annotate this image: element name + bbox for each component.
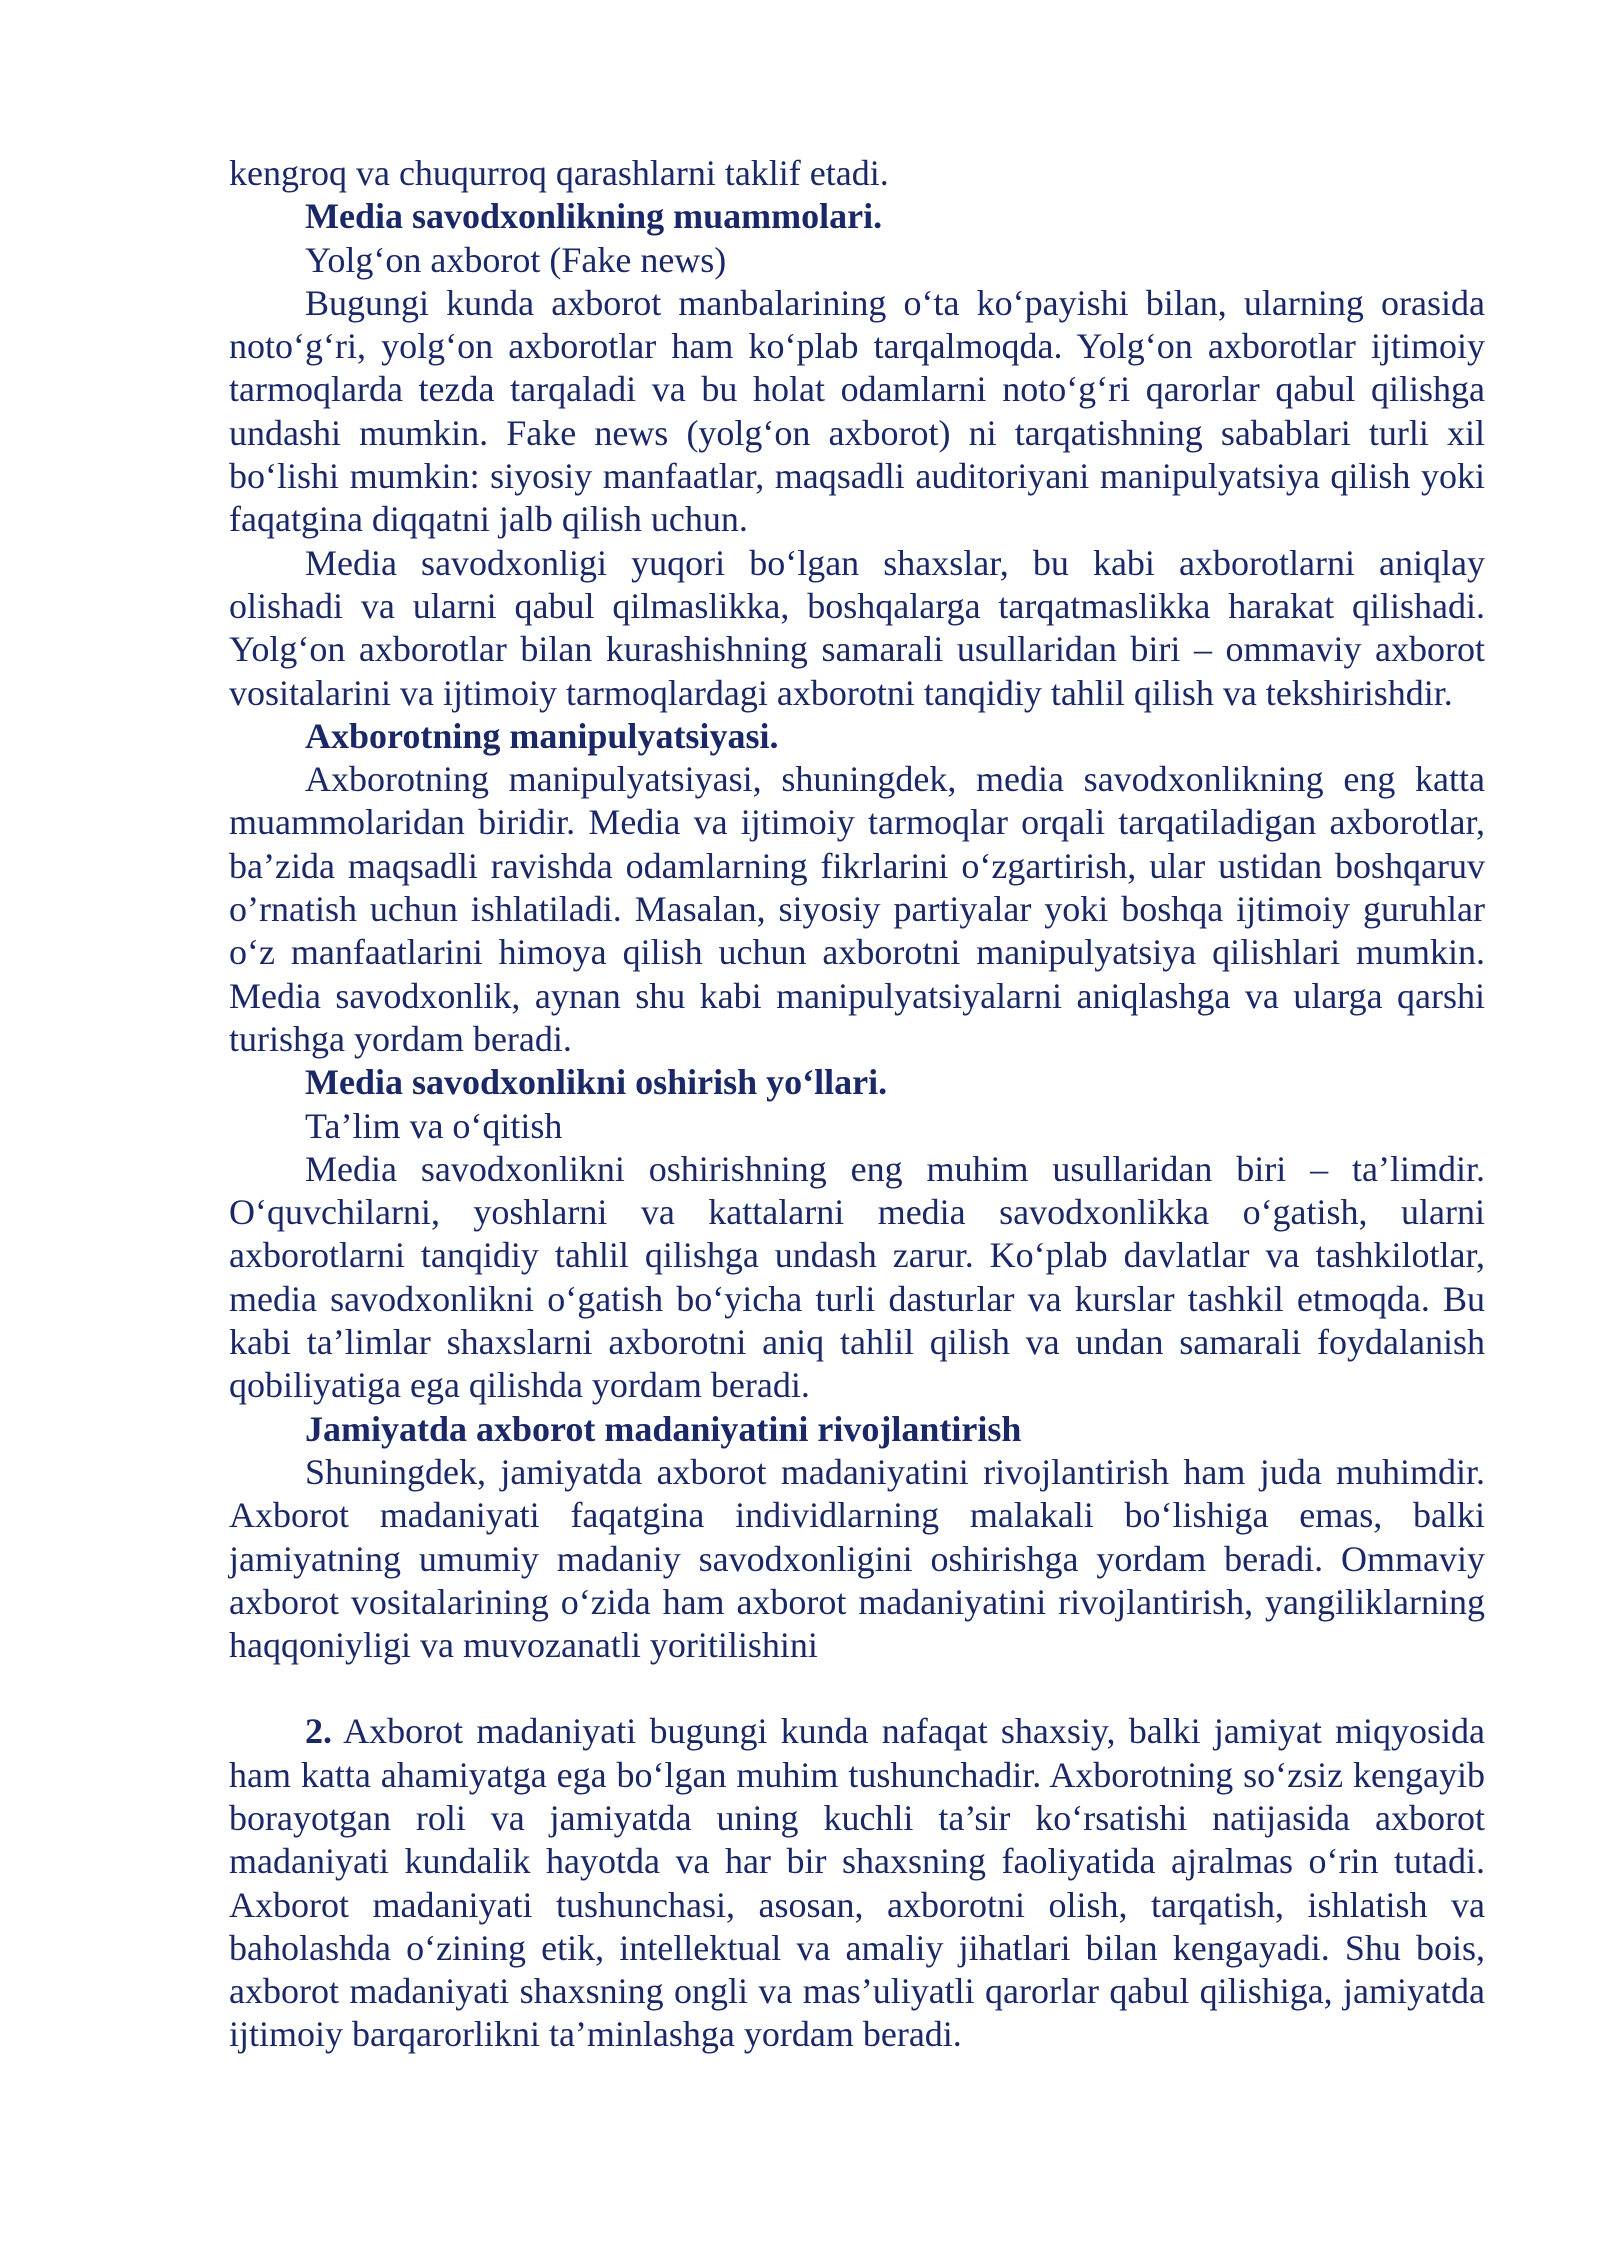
paragraph-fake-news: Bugungi kunda axborot manbalarining o‘ta ko‘payishi bilan, ularning orasida noto‘g‘ri, yolg‘on axborotlar ham ko‘plab tarqalmoqda. Yolg‘on axborotlar ijtimoiy tarmoqlarda tezda tarqaladi va bu holat odamlarni noto‘g‘ri qarorlar qabul qilishga undashi mumkin. Fake news (yolg‘on axborot) ni tarqatishning sabablari turli xil bo‘lishi mumkin: siyosiy manfaatlar, maqsadli auditoriyani manipulyatsiya qilish yoki faqatgina diqqatni jalb qilish uchun.: [229, 282, 1485, 540]
document-page: [229, 152, 1485, 2057]
paragraph-section-2: [229, 1710, 1485, 2056]
subheading-fake-news: Yolg‘on axborot (Fake news): [305, 239, 727, 280]
paragraph-media-literate-people: Media savodxonligi yuqori bo‘lgan shaxslar, bu kabi axborotlarni aniqlay olishadi va ularni qabul qilmaslikka, boshqalarga tarqatmaslikka harakat qilishadi. Yolg‘on axborotlar bilan kurashishning samarali usullaridan biri – ommaviy axborot vositalarini va ijtimoiy tarmoqlardagi axborotni tanqidiy tahlil qilish va tekshirishdir.: [229, 542, 1485, 713]
intro-paragraph-tail: kengroq va chuqurroq qarashlarni taklif etadi.: [229, 153, 889, 193]
section-2-text: Axborot madaniyati bugungi kunda nafaqat shaxsiy, balki jamiyat miqyosida ham katta ahamiyatga ega bo‘lgan muhim tushunchadir. Axborotning so‘zsiz kengayib borayotgan roli va jamiyatda uning kuchli ta’sir ko‘rsatishi natijasida axborot madaniyati kundalik hayotda va har bir shaxsning faoliyatida ajralmas o‘rin tutadi. Axborot madaniyati tushunchasi, asosan, axborotni olish, tarqatish, ishlatish va baholashda o‘zining etik, intellektual va amaliy jihatlari bilan kengayadi. Shu bois, axborot madaniyati shaxsning ongli va mas’uliyatli qarorlar qabul qilishiga, jamiyatda ijtimoiy barqarorlikni ta’minlashga yordam beradi.: [229, 1711, 1485, 2055]
heading-information-culture: Jamiyatda axborot madaniyatini rivojlantirish: [305, 1408, 1022, 1449]
subheading-education: Ta’lim va o‘qitish: [305, 1105, 563, 1146]
heading-information-manipulation: Axborotning manipulyatsiyasi.: [305, 715, 779, 756]
section-number: 2.: [305, 1711, 332, 1752]
heading-ways-to-improve: Media savodxonlikni oshirish yo‘llari.: [305, 1062, 888, 1103]
paragraph-information-culture: Shuningdek, jamiyatda axborot madaniyatini rivojlantirish ham juda muhimdir. Axborot madaniyati faqatgina individlarning malakali bo‘lishiga emas, balki jamiyatning umumiy madaniy savodxonligini oshirishga yordam beradi. Ommaviy axborot vositalarining o‘zida ham axborot madaniyatini rivojlantirish, yangiliklarning haqqoniyligi va muvozanatli yoritilishini: [229, 1451, 1485, 1666]
heading-media-literacy-problems: Media savodxonlikning muammolari.: [305, 196, 883, 237]
paragraph-gap: [229, 1667, 1485, 1710]
paragraph-education: Media savodxonlikni oshirishning eng muhim usullaridan biri – ta’limdir. O‘quvchilarni, yoshlarni va kattalarni media savodxonlikka o‘gatish, ularni axborotlarni tanqidiy tahlil qilishga undash zarur. Ko‘plab davlatlar va tashkilotlar, media savodxonlikni o‘gatish bo‘yicha turli dasturlar va kurslar tashkil etmoqda. Bu kabi ta’limlar shaxslarni axborotni aniq tahlil qilish va undan samarali foydalanish qobiliyatiga ega qilishda yordam beradi.: [229, 1148, 1485, 1406]
paragraph-manipulation: Axborotning manipulyatsiyasi, shuningdek, media savodxonlikning eng katta muammolaridan biridir. Media va ijtimoiy tarmoqlar orqali tarqatiladigan axborotlar, ba’zida maqsadli ravishda odamlarning fikrlarini o‘zgartirish, ular ustidan boshqaruv o’rnatish uchun ishlatiladi. Masalan, siyosiy partiyalar yoki boshqa ijtimoiy guruhlar o‘z manfaatlarini himoya qilish uchun axborotni manipulyatsiya qilishlari mumkin. Media savodxonlik, aynan shu kabi manipulyatsiyalarni aniqlashga va ularga qarshi turishga yordam beradi.: [229, 759, 1485, 1059]
